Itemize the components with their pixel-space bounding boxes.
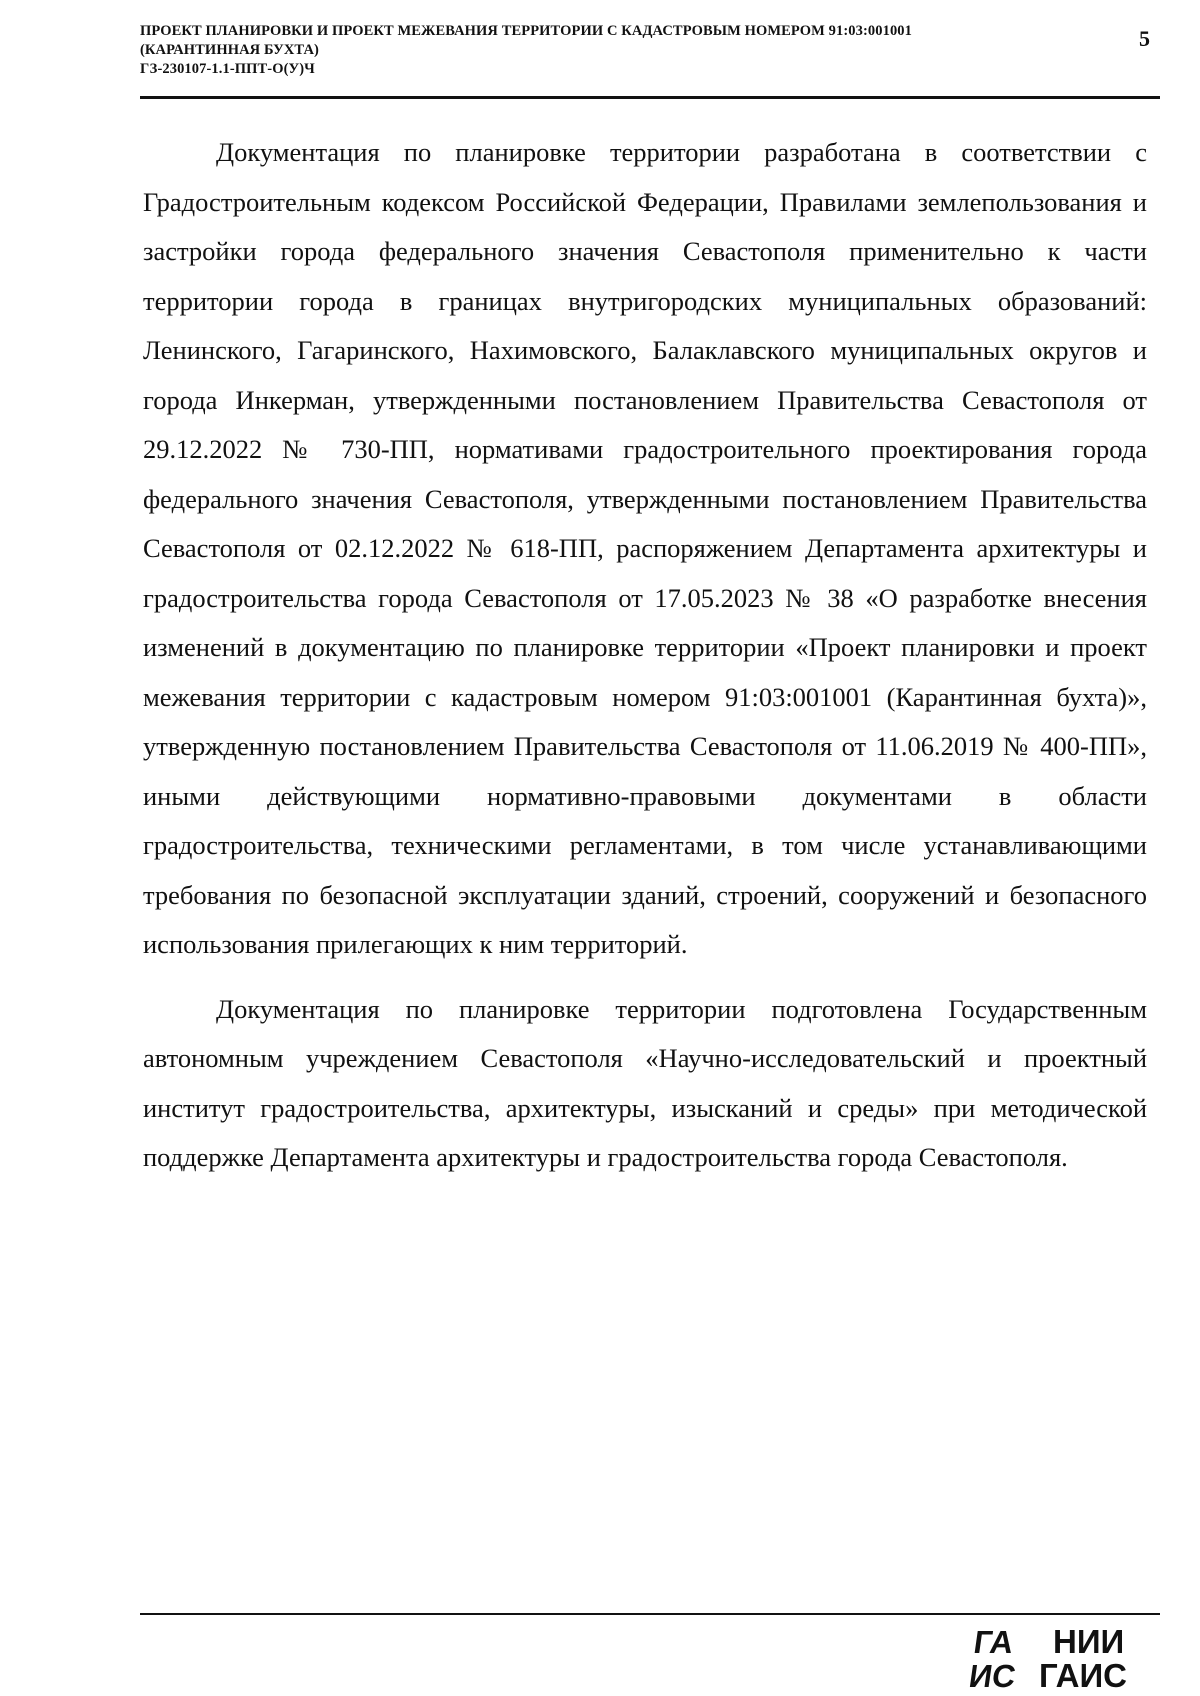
logo-mark-top: ГА [971, 1624, 1016, 1660]
paragraph-legal-basis: Документация по планировке территории разработана в соответствии с Градостроительным кодексом Российской Федерации, Правилами землепользования и застройки города федерального значения Севастополя применительно к части территории города в границах внутригородских муниципальных образований: Ленинского, Гагаринского, Нахимовского, Балаклавского муниципальных округов и города Инкерман, утвержденными постановлением Правительства Севастополя от 29.12.2022 № 730-ПП, нормативами градостроительного проектирования города федерального значения Севастополя, утвержденными постановлением Правительства Севастополя от 02.12.2022 № 618-ПП, распоряжением Департамента архитектуры и градостроительства города Севастополя от 17.05.2023 № 38 «О разработке внесения изменений в документацию по планировке территории «Проект планировки и проект межевания территории с кадастровым номером 91:03:001001 (Карантинная бухта)», утвержденную постановлением Правительства Севастополя от 11.06.2019 № 400-ПП», иными действующими нормативно-правовыми документами в области градостроительства, техническими регламентами, в том числе устанавливающими требования по безопасной эксплуатации зданий, строений, сооружений и безопасного использования прилегающих к ним территорий. [143, 137, 1147, 959]
page-header [140, 22, 1150, 79]
document-title-line-2: (КАРАНТИННАЯ БУХТА) [140, 42, 319, 58]
document-title-line-1: ПРОЕКТ ПЛАНИРОВКИ И ПРОЕКТ МЕЖЕВАНИЯ ТЕРРИТОРИИ С КАДАСТРОВЫМ НОМЕРОМ 91:03:001001 [140, 23, 913, 39]
header-divider [140, 96, 1160, 99]
document-body [143, 128, 1147, 1198]
page-number: 5 [1139, 26, 1150, 51]
logo-word-top: НИИ [1053, 1623, 1125, 1660]
footer-divider [140, 1613, 1160, 1615]
paragraph-developer: Документация по планировке территории подготовлена Государственным автономным учреждением Севастополя «Научно-исследовательский и проектный институт градостроительства, архитектуры, изысканий и среды» при методической поддержке Департамента архитектуры и градостроительства города Севастополя. [143, 993, 1147, 1172]
logo-mark-bottom: ИС [966, 1658, 1018, 1694]
document-title-block [140, 22, 1070, 79]
institute-logo [966, 1621, 1160, 1694]
document-code: ГЗ-230107-1.1-ППТ-О(У)Ч [140, 61, 315, 77]
logo-word-bottom: ГАИС [1039, 1657, 1128, 1694]
